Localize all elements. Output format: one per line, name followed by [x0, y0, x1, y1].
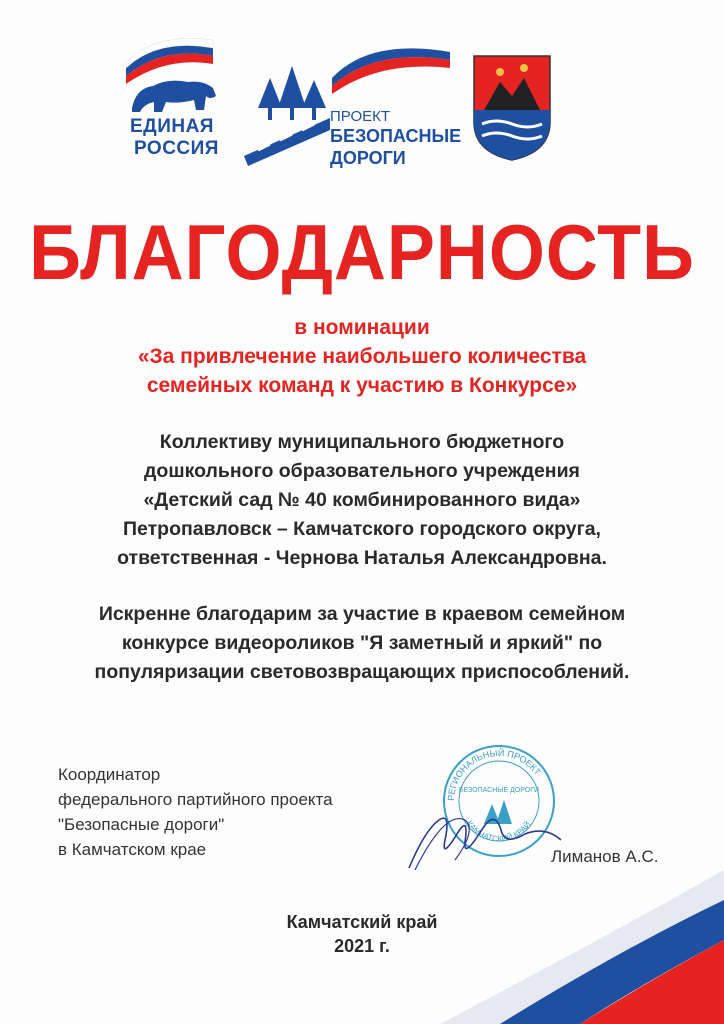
kamchatka-coat-of-arms [470, 52, 554, 162]
stamp-middle-text: БЕЗОПАСНЫЕ ДОРОГИ [458, 787, 540, 794]
safe-roads-logo [240, 38, 470, 168]
handwritten-signature [405, 790, 565, 875]
recipient-line: Коллективу муниципального бюджетного [159, 431, 565, 453]
footer-year: 2021 г. [334, 936, 390, 956]
thanks-block [0, 600, 724, 687]
nomination-block [0, 313, 724, 400]
footer-block [0, 910, 724, 958]
project-logo-line2: БЕЗОПАСНЫЕ [330, 126, 462, 146]
recipient-line: ответственная - Чернова Наталья Александровна. [117, 547, 607, 569]
recipient-line: дошкольного образовательного учреждения [144, 460, 580, 482]
project-logo-line3: ДОРОГИ [330, 148, 406, 168]
project-logo-line1: ПРОЕКТ [330, 108, 391, 125]
coat-of-arms-icon [470, 52, 554, 162]
signer-name: Лиманов А.С. [551, 847, 659, 866]
thanks-line: популяризации световозвращающих приспособлений. [94, 661, 630, 683]
party-logo-line2: РОССИЯ [134, 138, 219, 159]
coordinator-line: федерального партийного проекта [58, 790, 333, 809]
thanks-line: конкурсе видеороликов "Я заметный и яркий" по [121, 632, 603, 654]
recipient-block [0, 428, 724, 573]
coordinator-line: Координатор [58, 765, 161, 784]
united-russia-logo [118, 38, 228, 168]
coordinator-block [58, 762, 333, 862]
nomination-line: «За привлечение наибольшего количества [137, 345, 587, 368]
thanks-line: Искренне благодарим за участие в краевом семейном [98, 603, 626, 625]
bear-flag-icon [118, 38, 228, 118]
recipient-line: Петропавловск – Камчатского городского округа, [123, 518, 601, 540]
party-logo-line1: ЕДИНАЯ [130, 116, 214, 137]
logo-row [0, 28, 724, 168]
stamp-top-text: РЕГИОНАЛЬНЫЙ ПРОЕКТ [445, 747, 543, 802]
coordinator-line: в Камчатском крае [58, 840, 207, 859]
recipient-line: «Детский сад № 40 комбинированного вида» [143, 489, 581, 511]
coordinator-line: "Безопасные дороги" [58, 815, 225, 834]
footer-place: Камчатский край [286, 912, 438, 932]
stamp-bottom-text: КАМЧАТСКИЙ КРАЙ [464, 819, 533, 844]
nomination-line: в номинации [294, 316, 430, 339]
nomination-line: семейных команд к участию в Конкурсе» [146, 374, 578, 397]
page-title: БЛАГОДАРНОСТЬ [29, 209, 695, 297]
